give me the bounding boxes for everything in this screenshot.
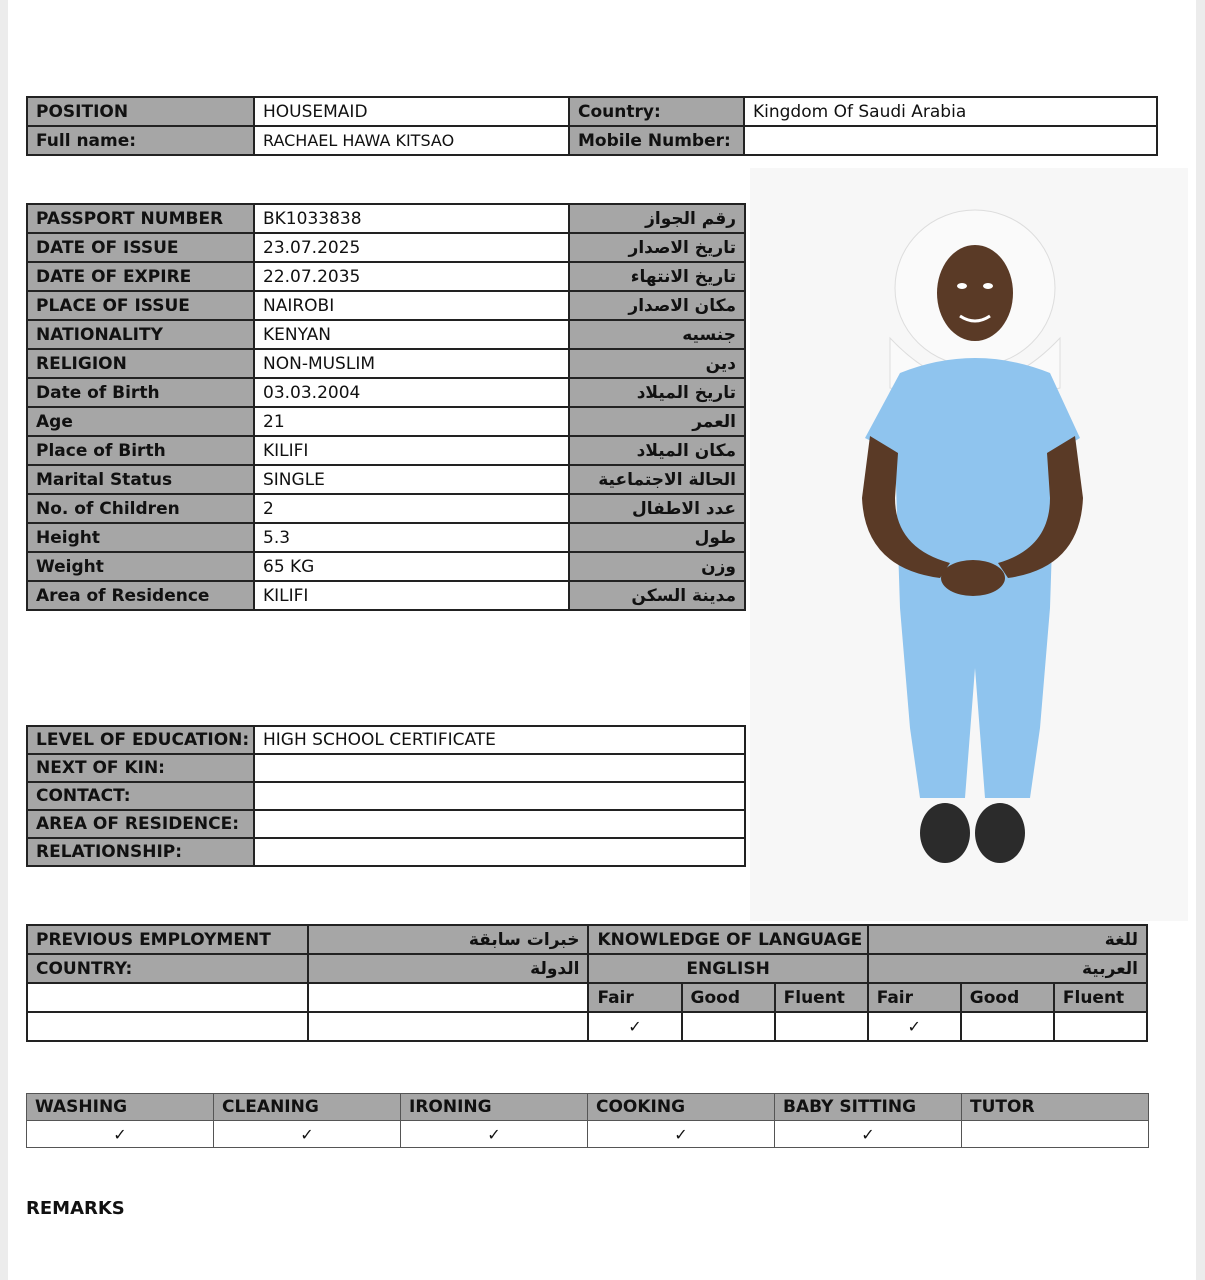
country-label: Country: — [569, 97, 744, 126]
education-row — [27, 754, 745, 782]
arabic-fluent-check — [1054, 1012, 1147, 1041]
language-arabic-label: للغة — [868, 925, 1147, 954]
arabic-fair-label: Fair — [868, 983, 961, 1012]
english-label: ENGLISH — [588, 954, 867, 983]
prev-employment-label: PREVIOUS EMPLOYMENT — [27, 925, 308, 954]
country-value: Kingdom Of Saudi Arabia — [744, 97, 1157, 126]
header-table — [26, 96, 1158, 156]
field-arabic-label: تاريخ الاصدار — [569, 233, 745, 262]
field-arabic-label: تاريخ الانتهاء — [569, 262, 745, 291]
field-label: LEVEL OF EDUCATION: — [27, 726, 254, 754]
skill-label: CLEANING — [214, 1094, 401, 1121]
remarks-label: REMARKS — [26, 1198, 125, 1219]
education-row — [27, 782, 745, 810]
field-label: Area of Residence — [27, 581, 254, 610]
passport-row — [27, 320, 745, 349]
field-label: PLACE OF ISSUE — [27, 291, 254, 320]
english-fluent-label: Fluent — [775, 983, 868, 1012]
field-value — [254, 754, 745, 782]
passport-row — [27, 291, 745, 320]
passport-row — [27, 523, 745, 552]
skill-label: BABY SITTING — [775, 1094, 962, 1121]
education-row — [27, 726, 745, 754]
english-fair-check: ✓ — [588, 1012, 681, 1041]
field-arabic-label: مدينة السكن — [569, 581, 745, 610]
skill-label: COOKING — [588, 1094, 775, 1121]
field-value: NON-MUSLIM — [254, 349, 569, 378]
passport-row — [27, 233, 745, 262]
field-value — [254, 810, 745, 838]
passport-row — [27, 494, 745, 523]
skills-check-row — [27, 1121, 1149, 1148]
mobile-value — [744, 126, 1157, 155]
field-label: PASSPORT NUMBER — [27, 204, 254, 233]
skills-table — [26, 1093, 1149, 1148]
field-label: AREA OF RESIDENCE: — [27, 810, 254, 838]
mobile-label: Mobile Number: — [569, 126, 744, 155]
employment-cell — [308, 1012, 588, 1041]
skill-check: ✓ — [775, 1121, 962, 1148]
passport-row — [27, 552, 745, 581]
field-label: No. of Children — [27, 494, 254, 523]
field-arabic-label: جنسيه — [569, 320, 745, 349]
passport-row — [27, 465, 745, 494]
skill-label: TUTOR — [962, 1094, 1149, 1121]
arabic-good-check — [961, 1012, 1054, 1041]
field-arabic-label: تاريخ الميلاد — [569, 378, 745, 407]
field-label: Marital Status — [27, 465, 254, 494]
english-good-check — [682, 1012, 775, 1041]
field-label: NEXT OF KIN: — [27, 754, 254, 782]
education-table — [26, 725, 746, 867]
field-arabic-label: رقم الجواز — [569, 204, 745, 233]
field-arabic-label: عدد الاطفال — [569, 494, 745, 523]
field-arabic-label: الحالة الاجتماعية — [569, 465, 745, 494]
field-value: 03.03.2004 — [254, 378, 569, 407]
field-label: Place of Birth — [27, 436, 254, 465]
field-value: 2 — [254, 494, 569, 523]
field-label: RELATIONSHIP: — [27, 838, 254, 866]
field-label: Age — [27, 407, 254, 436]
field-value: 22.07.2035 — [254, 262, 569, 291]
field-arabic-label: دين — [569, 349, 745, 378]
skill-check: ✓ — [588, 1121, 775, 1148]
passport-row — [27, 407, 745, 436]
field-label: CONTACT: — [27, 782, 254, 810]
field-label: DATE OF EXPIRE — [27, 262, 254, 291]
employment-language-table — [26, 924, 1148, 1042]
field-arabic-label: طول — [569, 523, 745, 552]
passport-row — [27, 436, 745, 465]
fullname-value: RACHAEL HAWA KITSAO — [254, 126, 569, 155]
field-arabic-label: العمر — [569, 407, 745, 436]
country-label-emp: COUNTRY: — [27, 954, 308, 983]
field-value — [254, 838, 745, 866]
passport-row — [27, 204, 745, 233]
field-value: 65 KG — [254, 552, 569, 581]
arabic-fluent-label: Fluent — [1054, 983, 1147, 1012]
education-row — [27, 810, 745, 838]
fullname-label: Full name: — [27, 126, 254, 155]
passport-row — [27, 262, 745, 291]
field-value — [254, 782, 745, 810]
passport-row — [27, 349, 745, 378]
field-value: KENYAN — [254, 320, 569, 349]
skills-header-row — [27, 1094, 1149, 1121]
english-fair-label: Fair — [588, 983, 681, 1012]
passport-row — [27, 378, 745, 407]
field-value: KILIFI — [254, 436, 569, 465]
field-label: Height — [27, 523, 254, 552]
field-value: 5.3 — [254, 523, 569, 552]
field-value: HIGH SCHOOL CERTIFICATE — [254, 726, 745, 754]
field-value: 23.07.2025 — [254, 233, 569, 262]
arabic-good-label: Good — [961, 983, 1054, 1012]
knowledge-language-label: KNOWLEDGE OF LANGUAGE — [588, 925, 867, 954]
education-row — [27, 838, 745, 866]
employment-cell — [27, 1012, 308, 1041]
skill-label: IRONING — [401, 1094, 588, 1121]
employment-cell — [27, 983, 308, 1012]
field-label: RELIGION — [27, 349, 254, 378]
prev-employment-arabic: خبرات سابقة — [308, 925, 588, 954]
skill-label: WASHING — [27, 1094, 214, 1121]
field-value: SINGLE — [254, 465, 569, 494]
skill-check: ✓ — [401, 1121, 588, 1148]
field-arabic-label: وزن — [569, 552, 745, 581]
position-label: POSITION — [27, 97, 254, 126]
field-label: Date of Birth — [27, 378, 254, 407]
field-label: Weight — [27, 552, 254, 581]
skill-check — [962, 1121, 1149, 1148]
field-value: NAIROBI — [254, 291, 569, 320]
field-value: KILIFI — [254, 581, 569, 610]
field-arabic-label: مكان الميلاد — [569, 436, 745, 465]
candidate-photo — [750, 168, 1188, 921]
english-good-label: Good — [682, 983, 775, 1012]
arabic-fair-check: ✓ — [868, 1012, 961, 1041]
skill-check: ✓ — [27, 1121, 214, 1148]
field-label: DATE OF ISSUE — [27, 233, 254, 262]
passport-details-table — [26, 203, 746, 611]
country-arabic: الدولة — [308, 954, 588, 983]
arabic-language-label: العربية — [868, 954, 1147, 983]
passport-row — [27, 581, 745, 610]
field-label: NATIONALITY — [27, 320, 254, 349]
skill-check: ✓ — [214, 1121, 401, 1148]
field-value: 21 — [254, 407, 569, 436]
employment-cell — [308, 983, 588, 1012]
field-arabic-label: مكان الاصدار — [569, 291, 745, 320]
field-value: BK1033838 — [254, 204, 569, 233]
english-fluent-check — [775, 1012, 868, 1041]
position-value: HOUSEMAID — [254, 97, 569, 126]
